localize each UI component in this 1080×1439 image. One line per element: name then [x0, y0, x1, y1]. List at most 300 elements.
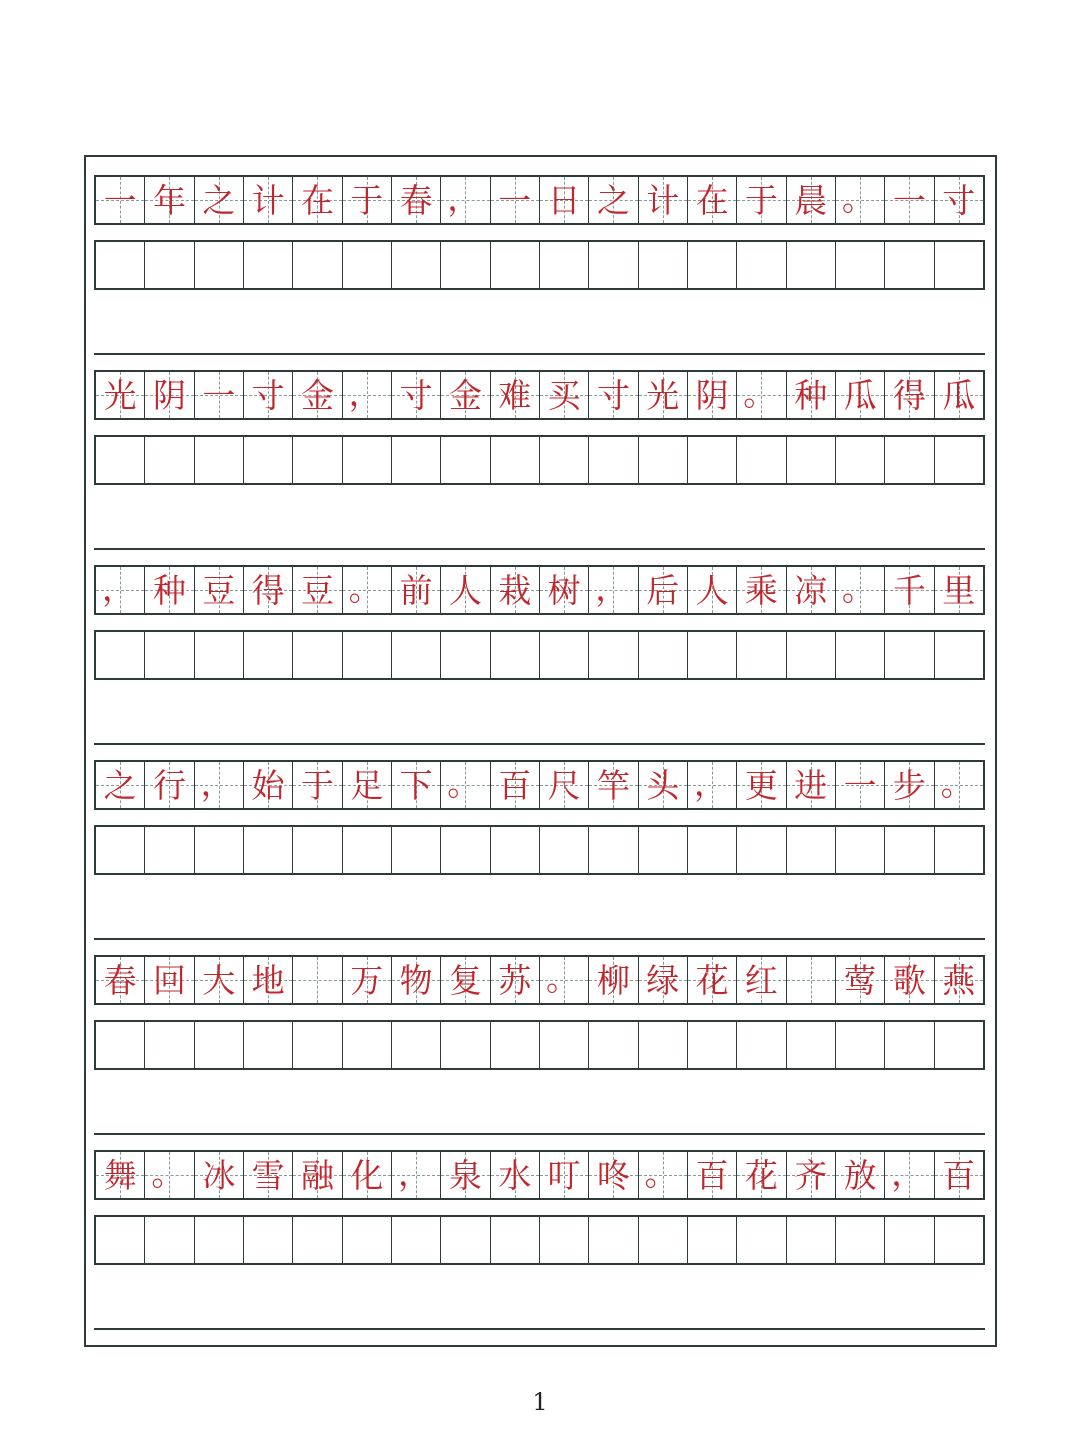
model-character: 雪	[251, 1155, 285, 1195]
model-character: 树	[547, 570, 581, 610]
tian-grid-cell	[935, 762, 983, 808]
writing-line	[94, 548, 985, 550]
practice-cell[interactable]	[441, 1217, 490, 1263]
model-character: 于	[300, 765, 334, 805]
practice-cell[interactable]	[885, 827, 934, 873]
tian-grid-cell	[343, 957, 392, 1003]
practice-cell[interactable]	[885, 632, 934, 678]
practice-cell[interactable]	[885, 242, 934, 288]
practice-row-2	[94, 435, 985, 485]
tian-grid-cell	[392, 762, 441, 808]
practice-cell[interactable]	[787, 1022, 836, 1068]
practice-cell[interactable]	[836, 1022, 885, 1068]
model-character: 后	[646, 570, 680, 610]
practice-cell[interactable]	[244, 827, 293, 873]
tian-grid-cell	[392, 177, 441, 223]
model-character: 红	[744, 960, 778, 1000]
tian-grid-cell	[885, 177, 934, 223]
tian-grid-cell	[96, 567, 145, 613]
practice-cell[interactable]	[935, 1022, 983, 1068]
practice-cell[interactable]	[392, 827, 441, 873]
practice-cell[interactable]	[787, 437, 836, 483]
practice-cell[interactable]	[293, 632, 342, 678]
practice-cell[interactable]	[491, 1217, 540, 1263]
tian-grid-cell	[244, 1152, 293, 1198]
tian-grid-cell	[145, 762, 194, 808]
practice-cell[interactable]	[935, 242, 983, 288]
practice-cell[interactable]	[491, 242, 540, 288]
practice-cell[interactable]	[935, 827, 983, 873]
practice-cell[interactable]	[343, 437, 392, 483]
model-character: 更	[744, 765, 778, 805]
model-row-4	[94, 760, 985, 810]
model-character: 咚	[596, 1155, 630, 1195]
practice-cell[interactable]	[145, 1217, 194, 1263]
tian-grid-cell	[293, 957, 342, 1003]
model-character: 寸	[942, 180, 976, 220]
practice-cell[interactable]	[836, 827, 885, 873]
practice-cell[interactable]	[96, 632, 145, 678]
model-character: 燕	[942, 960, 976, 1000]
model-character: 年	[152, 180, 186, 220]
model-character: ，	[102, 569, 135, 608]
tian-grid-cell	[688, 957, 737, 1003]
model-character: 复	[448, 960, 482, 1000]
practice-cell[interactable]	[589, 242, 638, 288]
tian-grid-cell	[195, 177, 244, 223]
model-character: 买	[547, 375, 581, 415]
tian-grid-cell	[935, 957, 983, 1003]
model-character: 在	[300, 180, 334, 220]
tian-grid-cell	[836, 762, 885, 808]
tian-grid-cell	[441, 957, 490, 1003]
practice-cell[interactable]	[787, 827, 836, 873]
tian-grid-cell	[195, 762, 244, 808]
model-character: 齐	[794, 1155, 828, 1195]
practice-cell[interactable]	[293, 242, 342, 288]
practice-cell[interactable]	[589, 827, 638, 873]
tian-grid-cell	[639, 762, 688, 808]
model-row-5	[94, 955, 985, 1005]
practice-cell[interactable]	[145, 242, 194, 288]
tian-grid-cell	[787, 1152, 836, 1198]
model-character: 水	[498, 1155, 532, 1195]
model-character: ，	[693, 764, 727, 803]
tian-grid-cell	[885, 762, 934, 808]
model-row-2	[94, 370, 985, 420]
tian-grid-cell	[343, 177, 392, 223]
tian-grid-cell	[343, 567, 392, 613]
model-character: 舞	[103, 1155, 137, 1195]
model-character: 瓜	[942, 375, 976, 415]
writing-line	[94, 1328, 985, 1330]
model-character: 之	[202, 180, 236, 220]
practice-cell[interactable]	[441, 242, 490, 288]
practice-cell[interactable]	[441, 632, 490, 678]
tian-grid-cell	[293, 1152, 342, 1198]
tian-grid-cell	[293, 177, 342, 223]
tian-grid-cell	[589, 372, 638, 418]
practice-cell[interactable]	[836, 242, 885, 288]
practice-cell[interactable]	[787, 242, 836, 288]
model-character: 凉	[794, 570, 828, 610]
model-character: 晨	[794, 180, 828, 220]
tian-grid-cell	[293, 372, 342, 418]
practice-row-6	[94, 1215, 985, 1265]
model-character: 。	[447, 764, 481, 803]
practice-cell[interactable]	[639, 1022, 688, 1068]
model-character: 。	[743, 374, 777, 413]
tian-grid-cell	[293, 762, 342, 808]
practice-cell[interactable]	[639, 437, 688, 483]
practice-cell[interactable]	[589, 437, 638, 483]
practice-cell[interactable]	[491, 1022, 540, 1068]
model-character: 歌	[892, 960, 926, 1000]
practice-cell[interactable]	[244, 437, 293, 483]
tian-grid-cell	[145, 177, 194, 223]
model-character: 乘	[744, 570, 778, 610]
model-character: 。	[348, 569, 382, 608]
tian-grid-cell	[491, 957, 540, 1003]
tian-grid-cell	[96, 1152, 145, 1198]
tian-grid-cell	[589, 957, 638, 1003]
model-character: 豆	[202, 570, 236, 610]
tian-grid-cell	[589, 177, 638, 223]
practice-cell[interactable]	[145, 827, 194, 873]
tian-grid-cell	[96, 762, 145, 808]
practice-cell[interactable]	[244, 242, 293, 288]
model-character: 人	[448, 570, 482, 610]
model-row-1	[94, 175, 985, 225]
practice-cell[interactable]	[96, 242, 145, 288]
tian-grid-cell	[491, 567, 540, 613]
practice-cell[interactable]	[737, 242, 786, 288]
practice-cell[interactable]	[343, 1022, 392, 1068]
model-character: 之	[596, 180, 630, 220]
practice-cell[interactable]	[96, 1022, 145, 1068]
tian-grid-cell	[688, 1152, 737, 1198]
model-character: 得	[892, 375, 926, 415]
practice-cell[interactable]	[343, 827, 392, 873]
model-character: 寸	[399, 375, 433, 415]
tian-grid-cell	[540, 372, 589, 418]
practice-cell[interactable]	[737, 1022, 786, 1068]
tian-grid-cell	[195, 957, 244, 1003]
tian-grid-cell	[639, 957, 688, 1003]
practice-cell[interactable]	[441, 1022, 490, 1068]
practice-cell[interactable]	[392, 242, 441, 288]
practice-cell[interactable]	[639, 242, 688, 288]
model-character	[293, 957, 341, 1003]
practice-cell[interactable]	[491, 632, 540, 678]
practice-cell[interactable]	[343, 1217, 392, 1263]
tian-grid-cell	[441, 1152, 490, 1198]
practice-cell[interactable]	[540, 1022, 589, 1068]
model-character: 进	[794, 765, 828, 805]
tian-grid-cell	[540, 957, 589, 1003]
practice-cell[interactable]	[96, 1217, 145, 1263]
practice-cell[interactable]	[737, 827, 786, 873]
practice-cell[interactable]	[244, 1022, 293, 1068]
tian-grid-cell	[737, 177, 786, 223]
writing-line	[94, 1133, 985, 1135]
practice-cell[interactable]	[639, 827, 688, 873]
tian-grid-cell	[491, 177, 540, 223]
practice-cell[interactable]	[293, 437, 342, 483]
model-character: 于	[350, 180, 384, 220]
model-character: 计	[646, 180, 680, 220]
model-character: 。	[644, 1154, 678, 1193]
tian-grid-cell	[787, 957, 836, 1003]
model-character: 大	[202, 960, 236, 1000]
model-character: 春	[399, 180, 433, 220]
practice-cell[interactable]	[688, 827, 737, 873]
model-character: 瓜	[843, 375, 877, 415]
tian-grid-cell	[491, 1152, 540, 1198]
practice-cell[interactable]	[96, 437, 145, 483]
tian-grid-cell	[392, 372, 441, 418]
practice-cell[interactable]	[244, 1217, 293, 1263]
tian-grid-cell	[195, 567, 244, 613]
tian-grid-cell	[244, 957, 293, 1003]
model-row-3	[94, 565, 985, 615]
practice-row-1	[94, 240, 985, 290]
model-character: ，	[200, 764, 234, 803]
model-character: ，	[447, 179, 481, 218]
tian-grid-cell	[639, 1152, 688, 1198]
practice-cell[interactable]	[836, 632, 885, 678]
practice-cell[interactable]	[540, 437, 589, 483]
practice-cell[interactable]	[639, 632, 688, 678]
model-character: 金	[300, 375, 334, 415]
practice-cell[interactable]	[589, 1217, 638, 1263]
practice-cell[interactable]	[589, 1022, 638, 1068]
tian-grid-cell	[737, 762, 786, 808]
tian-grid-cell	[885, 1152, 934, 1198]
tian-grid-cell	[540, 762, 589, 808]
tian-grid-cell	[787, 177, 836, 223]
practice-cell[interactable]	[688, 632, 737, 678]
model-character: 一	[103, 180, 137, 220]
model-character: 阴	[695, 375, 729, 415]
practice-cell[interactable]	[935, 632, 983, 678]
model-character: 里	[942, 570, 976, 610]
practice-cell[interactable]	[343, 632, 392, 678]
model-character: 冰	[202, 1155, 236, 1195]
model-character: 难	[498, 375, 532, 415]
model-character: 一	[892, 180, 926, 220]
model-character: 百	[942, 1155, 976, 1195]
model-character: 得	[251, 570, 285, 610]
practice-cell[interactable]	[392, 437, 441, 483]
tian-grid-cell	[688, 372, 737, 418]
tian-grid-cell	[589, 567, 638, 613]
model-character: 足	[350, 765, 384, 805]
practice-cell[interactable]	[935, 1217, 983, 1263]
tian-grid-cell	[836, 957, 885, 1003]
tian-grid-cell	[540, 1152, 589, 1198]
model-character: 苏	[498, 960, 532, 1000]
model-character: 。	[841, 569, 875, 608]
practice-cell[interactable]	[540, 827, 589, 873]
tian-grid-cell	[639, 372, 688, 418]
practice-cell[interactable]	[195, 242, 244, 288]
model-character: 百	[498, 765, 532, 805]
practice-cell[interactable]	[885, 437, 934, 483]
model-character: 叮	[547, 1155, 581, 1195]
practice-cell[interactable]	[392, 1022, 441, 1068]
model-character: 。	[940, 764, 974, 803]
tian-grid-cell	[737, 567, 786, 613]
tian-grid-cell	[639, 177, 688, 223]
model-character: 光	[646, 375, 680, 415]
model-character: 。	[151, 1154, 185, 1193]
tian-grid-cell	[491, 762, 540, 808]
model-character: 在	[695, 180, 729, 220]
practice-cell[interactable]	[688, 1217, 737, 1263]
tian-grid-cell	[639, 567, 688, 613]
practice-cell[interactable]	[787, 1217, 836, 1263]
tian-grid-cell	[836, 567, 885, 613]
practice-row-3	[94, 630, 985, 680]
practice-cell[interactable]	[540, 242, 589, 288]
model-character: 寸	[596, 375, 630, 415]
practice-cell[interactable]	[491, 827, 540, 873]
tian-grid-cell	[885, 372, 934, 418]
tian-grid-cell	[293, 567, 342, 613]
tian-grid-cell	[737, 957, 786, 1003]
practice-cell[interactable]	[145, 437, 194, 483]
practice-cell[interactable]	[737, 437, 786, 483]
model-character: 头	[646, 765, 680, 805]
practice-cell[interactable]	[737, 1217, 786, 1263]
tian-grid-cell	[787, 567, 836, 613]
model-character: 阴	[152, 375, 186, 415]
practice-cell[interactable]	[441, 437, 490, 483]
practice-cell[interactable]	[737, 632, 786, 678]
writing-line	[94, 353, 985, 355]
model-character: 物	[399, 960, 433, 1000]
tian-grid-cell	[145, 957, 194, 1003]
practice-cell[interactable]	[145, 632, 194, 678]
practice-cell[interactable]	[688, 437, 737, 483]
tian-grid-cell	[688, 567, 737, 613]
practice-cell[interactable]	[343, 242, 392, 288]
model-character: 栽	[498, 570, 532, 610]
practice-cell[interactable]	[195, 437, 244, 483]
practice-cell[interactable]	[145, 1022, 194, 1068]
practice-cell[interactable]	[491, 437, 540, 483]
tian-grid-cell	[343, 762, 392, 808]
practice-cell[interactable]	[195, 632, 244, 678]
practice-cell[interactable]	[392, 632, 441, 678]
practice-row-4	[94, 825, 985, 875]
tian-grid-cell	[96, 372, 145, 418]
model-character: 金	[448, 375, 482, 415]
tian-grid-cell	[491, 372, 540, 418]
practice-cell[interactable]	[589, 632, 638, 678]
practice-cell[interactable]	[688, 242, 737, 288]
tian-grid-cell	[145, 1152, 194, 1198]
practice-cell[interactable]	[836, 437, 885, 483]
tian-grid-cell	[96, 177, 145, 223]
practice-cell[interactable]	[293, 1217, 342, 1263]
practice-cell[interactable]	[195, 827, 244, 873]
practice-cell[interactable]	[885, 1022, 934, 1068]
practice-cell[interactable]	[639, 1217, 688, 1263]
model-character: 之	[103, 765, 137, 805]
model-character: 光	[103, 375, 137, 415]
practice-cell[interactable]	[392, 1217, 441, 1263]
model-character: 放	[843, 1155, 877, 1195]
tian-grid-cell	[96, 957, 145, 1003]
tian-grid-cell	[787, 372, 836, 418]
tian-grid-cell	[540, 177, 589, 223]
model-character: 绿	[646, 960, 680, 1000]
tian-grid-cell	[935, 1152, 983, 1198]
model-character: 万	[350, 960, 384, 1000]
model-character: 莺	[843, 960, 877, 1000]
practice-cell[interactable]	[96, 827, 145, 873]
tian-grid-cell	[836, 372, 885, 418]
model-row-6	[94, 1150, 985, 1200]
practice-cell[interactable]	[885, 1217, 934, 1263]
model-character: 种	[152, 570, 186, 610]
model-character: 竿	[596, 765, 630, 805]
model-character: 始	[251, 765, 285, 805]
writing-line	[94, 743, 985, 745]
practice-cell[interactable]	[244, 632, 293, 678]
model-character: ，	[891, 1154, 925, 1193]
practice-cell[interactable]	[836, 1217, 885, 1263]
practice-cell[interactable]	[935, 437, 983, 483]
practice-cell[interactable]	[293, 1022, 342, 1068]
practice-cell[interactable]	[787, 632, 836, 678]
practice-cell[interactable]	[293, 827, 342, 873]
model-character: 地	[251, 960, 285, 1000]
tian-grid-cell	[441, 567, 490, 613]
model-character: 步	[892, 765, 926, 805]
practice-cell[interactable]	[540, 1217, 589, 1263]
tian-grid-cell	[392, 957, 441, 1003]
tian-grid-cell	[935, 177, 983, 223]
tian-grid-cell	[885, 957, 934, 1003]
practice-cell[interactable]	[540, 632, 589, 678]
model-character: 种	[794, 375, 828, 415]
model-character: 柳	[596, 960, 630, 1000]
tian-grid-cell	[392, 567, 441, 613]
model-character: 百	[695, 1155, 729, 1195]
model-character: 尺	[547, 765, 581, 805]
tian-grid-cell	[195, 372, 244, 418]
tian-grid-cell	[589, 1152, 638, 1198]
model-character: 一	[202, 375, 236, 415]
model-character: 计	[251, 180, 285, 220]
practice-cell[interactable]	[688, 1022, 737, 1068]
practice-cell[interactable]	[195, 1217, 244, 1263]
model-character: 千	[892, 570, 926, 610]
practice-cell[interactable]	[195, 1022, 244, 1068]
model-character: 花	[695, 960, 729, 1000]
tian-grid-cell	[935, 372, 983, 418]
tian-grid-cell	[885, 567, 934, 613]
tian-grid-cell	[244, 762, 293, 808]
model-character: 行	[152, 765, 186, 805]
model-character: 。	[545, 959, 579, 998]
tian-grid-cell	[836, 177, 885, 223]
practice-cell[interactable]	[441, 827, 490, 873]
tian-grid-cell	[737, 372, 786, 418]
